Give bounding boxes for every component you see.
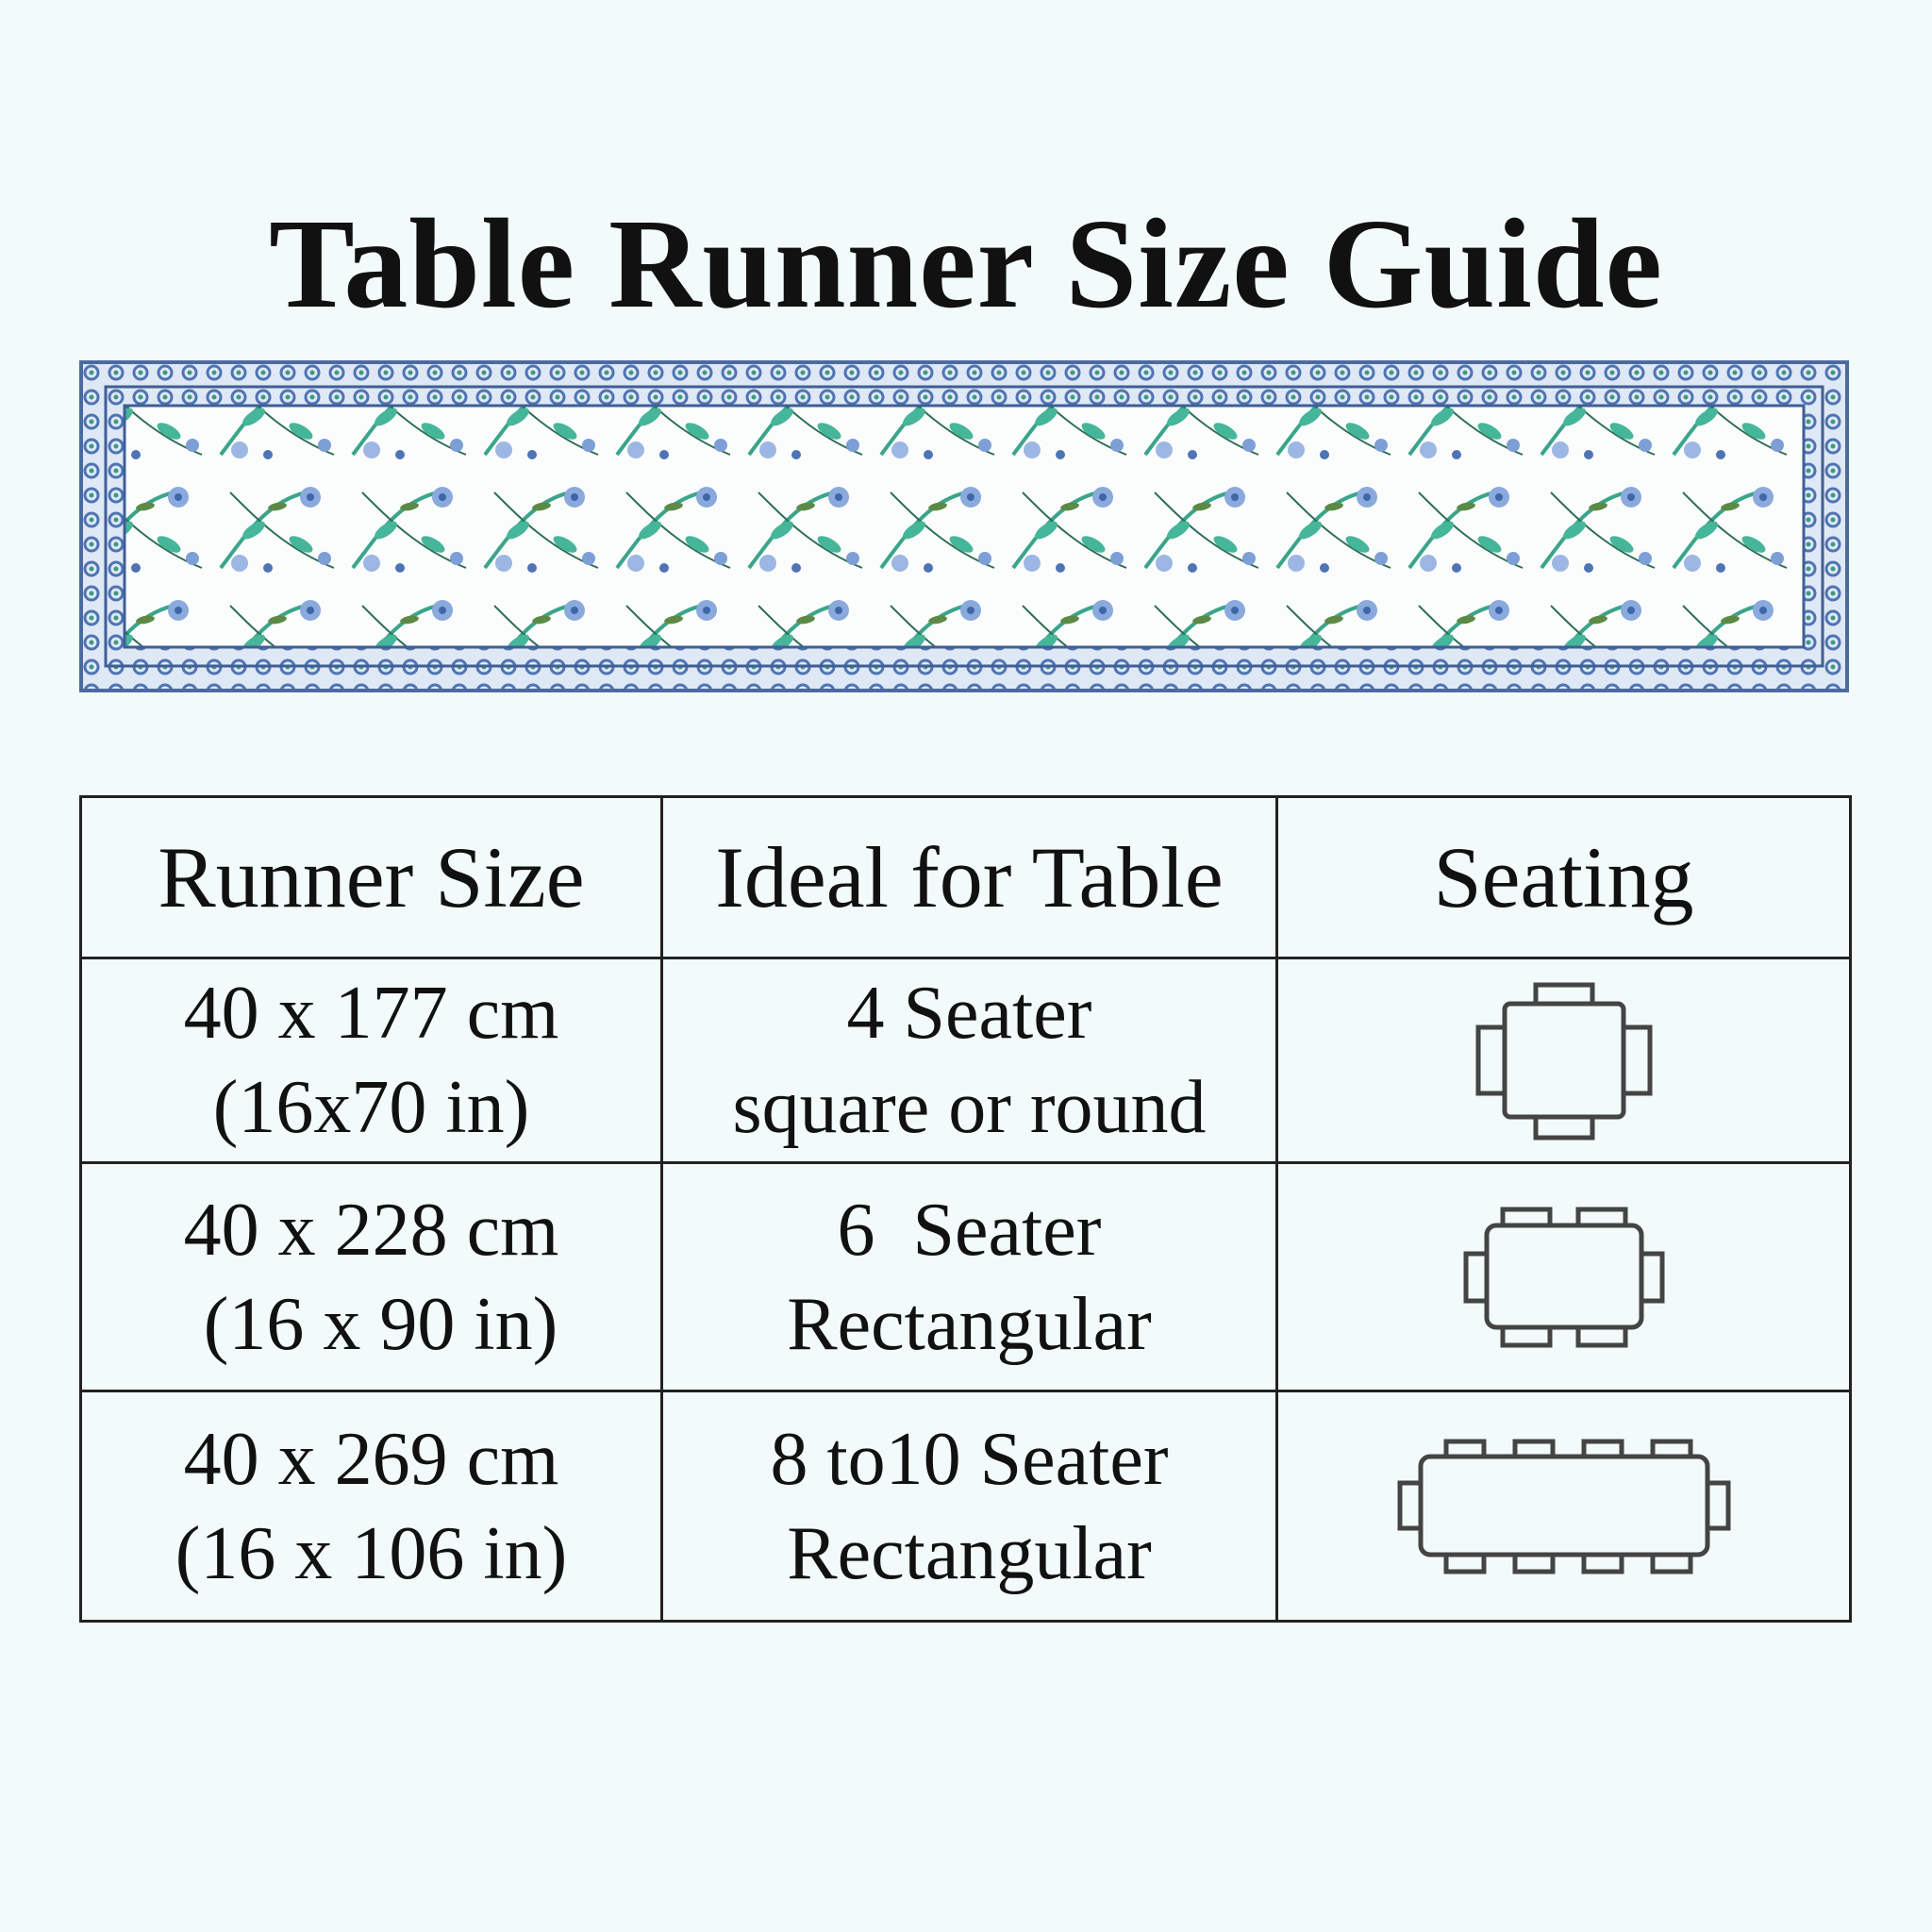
table-runner-image [79,360,1849,692]
size-metric: 40 x 269 cm [183,1417,559,1501]
table-shape: Rectangular [787,1511,1152,1595]
long-table-10-chairs-icon [1394,1436,1734,1577]
size-guide-table [79,795,1852,1623]
seater-count: 6 Seater [837,1188,1102,1272]
seating-cell [1277,958,1851,1163]
header-seating: Seating [1277,797,1851,958]
table-row [81,1163,1851,1391]
ideal-table-cell [662,1391,1277,1622]
square-table-4-chairs-icon [1465,975,1663,1145]
size-imperial: (16 x 90 in) [184,1282,558,1366]
runner-size-cell [81,1163,662,1391]
seater-count: 8 to10 Seater [770,1417,1169,1501]
table-row [81,958,1851,1163]
rect-table-6-chairs-icon [1460,1202,1668,1353]
size-imperial: (16x70 in) [212,1066,530,1149]
header-runner-size: Runner Size [81,797,662,958]
size-metric: 40 x 177 cm [183,972,559,1055]
runner-size-cell [81,1391,662,1622]
table-shape: square or round [732,1066,1207,1149]
ideal-table-cell [662,958,1277,1163]
ideal-table-cell [662,1163,1277,1391]
table-header-row [81,797,1851,958]
runner-size-cell [81,958,662,1163]
seating-cell [1277,1391,1851,1622]
header-ideal-for-table: Ideal for Table [662,797,1277,958]
table-shape: Rectangular [787,1282,1152,1366]
table-row [81,1391,1851,1622]
seater-count: 4 Seater [846,972,1092,1055]
size-metric: 40 x 228 cm [183,1188,559,1272]
size-imperial: (16 x 106 in) [175,1511,568,1595]
page-title: Table Runner Size Guide [269,193,1663,335]
seating-cell [1277,1163,1851,1391]
